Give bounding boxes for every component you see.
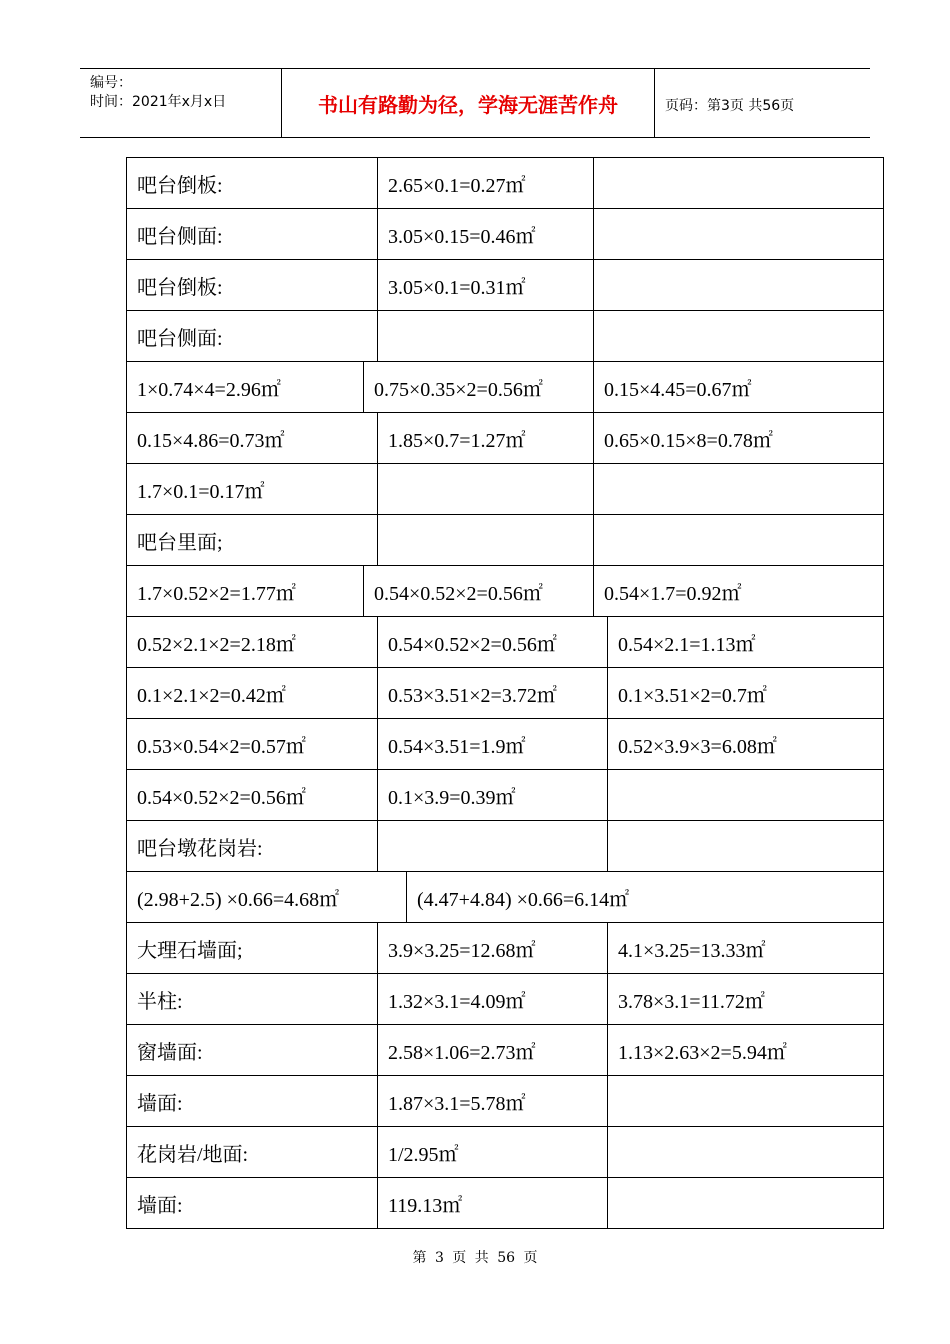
table-cell: 0.1×2.1×2=0.42㎡ [137,684,286,707]
table-cell: 0.54×3.51=1.9㎡ [377,719,607,769]
table-cell: 1.7×0.1=0.17㎡ [137,480,265,503]
table-cell: 119.13㎡ [377,1178,607,1228]
table-row [126,1127,884,1178]
table-cell: 2.65×0.1=0.27㎡ [377,158,593,208]
table-row [126,872,884,923]
table-cell: 吧台侧面: [137,225,223,248]
table-row [126,157,884,209]
table-cell [593,260,885,310]
document-date: 时间：2021年x月x日 [90,94,227,110]
table-cell: 0.65×0.15×8=0.78㎡ [593,413,885,463]
table-cell: 大理石墙面; [137,939,243,962]
table-cell: 花岗岩/地面: [137,1143,249,1166]
table-cell: 1.87×3.1=5.78㎡ [377,1076,607,1126]
table-row [126,1178,884,1229]
table-cell: 墙面: [137,1092,183,1115]
table-cell: 4.1×3.25=13.33㎡ [607,923,885,973]
header-meta [80,69,282,137]
table-cell: 0.15×4.45=0.67㎡ [593,362,885,412]
table-row [126,1025,884,1076]
table-row [126,362,884,413]
table-cell: 0.1×3.51×2=0.7㎡ [607,668,885,718]
header-motto: 书山有路勤为径，学海无涯苦作舟 [282,69,655,137]
table-cell [607,1127,885,1177]
table-cell: 1.32×3.1=4.09㎡ [377,974,607,1024]
table-cell: 吧台墩花岗岩: [137,837,263,860]
table-cell: 3.78×3.1=11.72㎡ [607,974,885,1024]
table-row [126,821,884,872]
table-cell [377,464,593,514]
page-header [80,68,870,138]
table-row [126,617,884,668]
table-row [126,413,884,464]
table-row [126,974,884,1025]
table-cell: 0.52×2.1×2=2.18㎡ [137,633,296,656]
table-cell: 1×0.74×4=2.96㎡ [137,378,281,401]
table-cell [593,158,885,208]
table-cell: 0.54×0.52×2=0.56㎡ [377,617,607,667]
table-row [126,311,884,362]
table-cell: 0.54×0.52×2=0.56㎡ [137,786,306,809]
table-row [126,1076,884,1127]
table-cell: 3.05×0.1=0.31㎡ [377,260,593,310]
table-cell: 1.13×2.63×2=5.94㎡ [607,1025,885,1075]
table-cell: 0.54×2.1=1.13㎡ [607,617,885,667]
table-cell: 吧台侧面: [137,327,223,350]
table-cell: 0.53×0.54×2=0.57㎡ [137,735,306,758]
table-cell: 0.54×1.7=0.92㎡ [593,566,885,616]
table-cell: 窗墙面: [137,1041,203,1064]
table-cell: 吧台倒板: [137,276,223,299]
table-row [126,668,884,719]
table-cell [377,515,593,565]
table-cell: 吧台倒板: [137,174,223,197]
table-cell [593,464,885,514]
table-cell [593,515,885,565]
table-cell: 0.75×0.35×2=0.56㎡ [363,362,593,412]
table-cell [607,1076,885,1126]
table-cell [377,311,593,361]
table-row [126,566,884,617]
table-cell: 半柱: [137,990,183,1013]
table-row [126,719,884,770]
table-cell: 3.05×0.15=0.46㎡ [377,209,593,259]
document-number-label: 编号： [90,75,132,91]
table-cell [607,821,885,871]
measurement-table [126,157,884,1229]
table-cell: 0.54×0.52×2=0.56㎡ [363,566,593,616]
table-cell: (2.98+2.5) ×0.66=4.68㎡ [137,888,340,911]
table-cell [593,311,885,361]
table-cell [607,1178,885,1228]
page-footer: 第 3 页 共 56 页 [412,1250,538,1266]
table-cell: 墙面: [137,1194,183,1217]
table-cell: 1/2.95㎡ [377,1127,607,1177]
table-cell: 0.52×3.9×3=6.08㎡ [607,719,885,769]
table-cell: 1.7×0.52×2=1.77㎡ [137,582,296,605]
table-cell: 吧台里面; [137,531,223,554]
table-cell: 0.53×3.51×2=3.72㎡ [377,668,607,718]
table-row [126,770,884,821]
table-cell [607,770,885,820]
table-row [126,209,884,260]
table-row [126,260,884,311]
table-cell: 0.15×4.86=0.73㎡ [137,429,285,452]
table-cell [377,821,607,871]
table-cell: 2.58×1.06=2.73㎡ [377,1025,607,1075]
table-row [126,515,884,566]
header-page-info: 页码：第3页 共56页 [665,98,795,114]
table-cell [593,209,885,259]
table-cell: 0.1×3.9=0.39㎡ [377,770,607,820]
table-cell: (4.47+4.84) ×0.66=6.14㎡ [406,872,885,922]
table-cell: 1.85×0.7=1.27㎡ [377,413,593,463]
table-cell: 3.9×3.25=12.68㎡ [377,923,607,973]
table-row [126,464,884,515]
table-row [126,923,884,974]
